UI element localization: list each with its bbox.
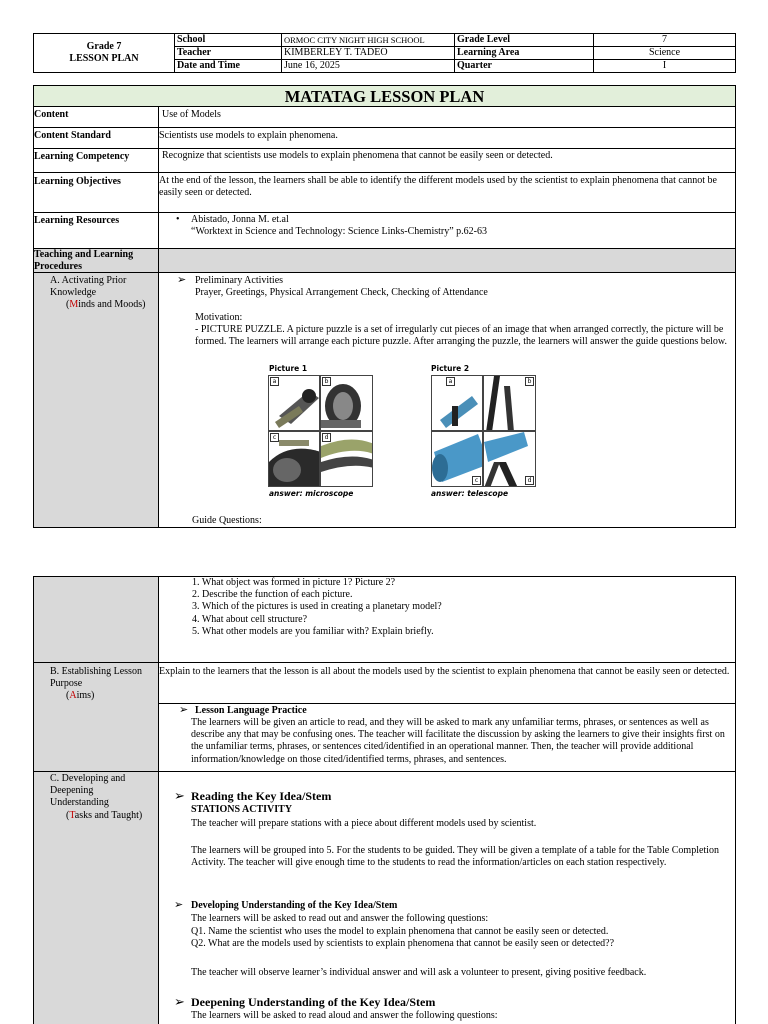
tile-label: a bbox=[270, 377, 279, 386]
puzzle-tile-c bbox=[268, 431, 320, 487]
school-label: School bbox=[175, 34, 282, 47]
standard-value: Scientists use models to explain phenomena. bbox=[159, 130, 338, 141]
guide-questions-list bbox=[192, 577, 442, 638]
section-c-letter: T bbox=[69, 810, 75, 821]
resources-label: Learning Resources bbox=[34, 215, 120, 226]
section-b-sublabel: (Aims) bbox=[66, 690, 95, 701]
section-c-sublabel: (Tasks and Taught) bbox=[66, 810, 143, 821]
grade-text: Grade 7 bbox=[86, 41, 122, 52]
guide-question: 3. Which of the pictures is used in creating a planetary model? bbox=[192, 601, 442, 613]
puzzle-tile-d bbox=[320, 431, 373, 487]
section-a-letter: M bbox=[69, 299, 79, 310]
section-b-letter: A bbox=[69, 690, 77, 701]
tile-label: c bbox=[472, 476, 481, 485]
puzzle-tile-a bbox=[268, 375, 320, 431]
learning-area-value: Science bbox=[594, 47, 736, 60]
standard-label: Content Standard bbox=[34, 130, 111, 141]
chevron-right-icon: ➢ bbox=[174, 994, 185, 1009]
puzzle-tile-b bbox=[483, 375, 536, 431]
plan-title-bar bbox=[33, 85, 736, 107]
tile-label: b bbox=[525, 377, 534, 386]
question-q2: Q2. What are the models used by scientists to explain phenomena that cannot be easily seen or detected?? bbox=[191, 938, 615, 949]
picture2-answer: answer: telescope bbox=[431, 489, 509, 498]
teacher-label: Teacher bbox=[175, 47, 282, 60]
competency-value: Recognize that scientists use models to explain phenomena that cannot be easily seen or detected. bbox=[162, 150, 553, 161]
row-line bbox=[33, 172, 736, 173]
row-line bbox=[33, 148, 736, 149]
column-divider bbox=[158, 107, 159, 528]
procedures-header-fill bbox=[158, 248, 735, 272]
prelim-text: Prayer, Greetings, Physical Arrangement Check, Checking of Attendance bbox=[195, 287, 488, 298]
grade-level-value: 7 bbox=[594, 34, 736, 47]
puzzle-tile-a bbox=[431, 375, 483, 431]
row-line bbox=[33, 662, 736, 663]
chevron-right-icon: ➢ bbox=[177, 274, 187, 286]
guide-question: 5. What other models are you familiar with? Explain briefly. bbox=[192, 625, 434, 637]
quarter-label: Quarter bbox=[455, 60, 594, 73]
stations-title: STATIONS ACTIVITY bbox=[191, 804, 293, 815]
puzzle-tile-c bbox=[431, 431, 483, 487]
picture2-caption: Picture 2 bbox=[431, 364, 470, 373]
llp-title: Lesson Language Practice bbox=[195, 705, 307, 716]
section-a-sublabel: (Minds and Moods) bbox=[66, 299, 146, 310]
guide-questions-label: Guide Questions: bbox=[192, 515, 262, 526]
chevron-right-icon: ➢ bbox=[174, 899, 184, 911]
prelim-title: Preliminary Activities bbox=[195, 275, 284, 286]
teacher-value: KIMBERLEY T. TADEO bbox=[282, 47, 455, 60]
section-a-sub-rest: inds and Moods) bbox=[78, 299, 146, 310]
section-b-sub-rest: ims) bbox=[76, 690, 95, 701]
section-c-label: C. Developing and Deepening Understanding bbox=[50, 773, 126, 809]
school-value: ORMOC CITY NIGHT HIGH SCHOOL bbox=[282, 34, 455, 47]
question-q1: Q1. Name the scientist who uses the model to explain phenomena that cannot be easily seen or detected. bbox=[191, 926, 609, 937]
objectives-value: At the end of the lesson, the learners shall be able to identify the different models used by the scientist to explain phenomena that cannot be easily seen or detected. bbox=[159, 175, 717, 199]
picture2-puzzle bbox=[431, 375, 536, 487]
tile-label: a bbox=[446, 377, 455, 386]
chevron-right-icon: ➢ bbox=[174, 788, 185, 803]
grade-level-label: Grade Level bbox=[455, 34, 594, 47]
section-c-sub-rest: asks and Taught) bbox=[74, 810, 143, 821]
procedures-label: Teaching and Learning Procedures bbox=[34, 249, 134, 272]
reading-title: Reading the Key Idea/Stem bbox=[191, 789, 332, 803]
row-line bbox=[33, 771, 736, 772]
developing-intro: The learners will be asked to read out and answer the following questions: bbox=[191, 913, 489, 924]
observe-text: The teacher will observe learner’s individual answer and will ask a volunteer to present, giving positive feedback. bbox=[191, 967, 647, 978]
section-b-text: Explain to the learners that the lesson is all about the models used by the scientist to explain phenomena that cannot be easily seen or detected. bbox=[159, 666, 730, 677]
picture1-caption: Picture 1 bbox=[269, 364, 308, 373]
tile-label: c bbox=[270, 433, 279, 442]
date-value: June 16, 2025 bbox=[282, 60, 455, 73]
guide-question: 4. What about cell structure? bbox=[192, 613, 308, 625]
deepening-intro: The learners will be asked to read aloud and answer the following questions: bbox=[191, 1010, 498, 1021]
deepening-title: Deepening Understanding of the Key Idea/Stem bbox=[191, 995, 436, 1009]
guide-question: 2. Describe the function of each picture. bbox=[192, 589, 353, 601]
chevron-right-icon: ➢ bbox=[179, 704, 189, 716]
motivation-label: Motivation: bbox=[195, 312, 243, 323]
content-value: Use of Models bbox=[162, 109, 221, 120]
quarter-value: I bbox=[594, 60, 736, 73]
puzzle-tile-d bbox=[483, 431, 536, 487]
guide-question: 1. What object was formed in picture 1? Picture 2? bbox=[192, 577, 396, 588]
objectives-label: Learning Objectives bbox=[34, 176, 121, 187]
resource-title: “Worktext in Science and Technology: Science Links-Chemistry” p.62-63 bbox=[191, 226, 488, 237]
section-a-label: A. Activating Prior Knowledge bbox=[50, 275, 127, 299]
row-line bbox=[33, 212, 736, 213]
tile-label: d bbox=[322, 433, 331, 442]
learning-area-label: Learning Area bbox=[455, 47, 594, 60]
column-divider bbox=[158, 576, 159, 1024]
header-table bbox=[33, 33, 736, 73]
picture1-puzzle bbox=[268, 375, 373, 487]
telescope-piece-icon bbox=[432, 376, 483, 431]
date-label: Date and Time bbox=[175, 60, 282, 73]
row-line bbox=[33, 127, 736, 128]
section-b-label: B. Establishing Lesson Purpose bbox=[50, 666, 142, 690]
tile-label: b bbox=[322, 377, 331, 386]
motivation-text: - PICTURE PUZZLE. A picture puzzle is a set of irregularly cut pieces of an image that when arranged correctly, the picture will be formed. The learners will arrange each picture puzzle. After arranging the puzzle, the learners will answer the guide questions below. bbox=[195, 324, 728, 348]
puzzle-tile-b bbox=[320, 375, 373, 431]
picture1-answer: answer: microscope bbox=[269, 489, 354, 498]
llp-text: The learners will be given an article to read, and they will be asked to mark any unfamiliar terms, phrases, or sentences as well as describe any that may be confusing ones. The teacher will facilitate the discussion by asking the learners to give their insights first on the unfamiliar terms, phrases, or sentences cited/identified in an operational manner. Then, the teacher will provide additional information/knowledge on those cited/identified terms, phrases, and sentences. bbox=[191, 717, 725, 765]
competency-label: Learning Competency bbox=[34, 151, 130, 162]
grouping-text: The learners will be grouped into 5. For the students to be guided. They will be given a template of a table for the Table Completion Activity. The teacher will give enough time to the students to read the information/articles on each station respectively. bbox=[191, 845, 719, 869]
stations-text: The teacher will prepare stations with a piece about different models used by scientist. bbox=[191, 818, 537, 829]
content-label: Content bbox=[34, 109, 69, 120]
resources-bullet: • bbox=[176, 214, 180, 225]
grade-cell bbox=[34, 34, 175, 73]
row-line bbox=[158, 703, 736, 704]
doc-type-text: LESSON PLAN bbox=[69, 53, 139, 64]
plan-title: MATATAG LESSON PLAN bbox=[284, 87, 485, 106]
resource-author: Abistado, Jonna M. et.al bbox=[191, 214, 289, 225]
developing-title: Developing Understanding of the Key Idea/Stem bbox=[191, 900, 398, 911]
tile-label: d bbox=[525, 476, 534, 485]
